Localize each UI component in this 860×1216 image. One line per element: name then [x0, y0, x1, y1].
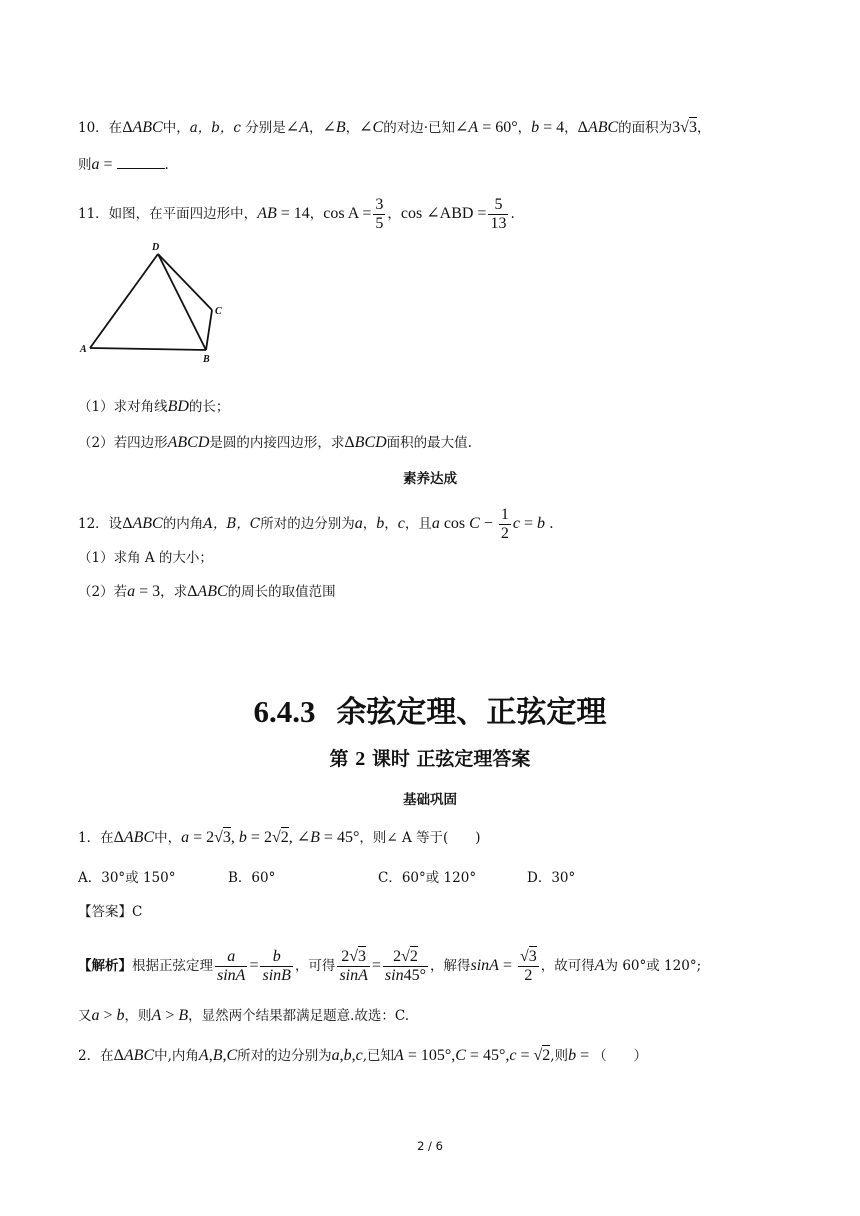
question-1-explanation-line2: 又a > b，则A > B，显然两个结果都满足题意.故选：C. — [78, 1007, 410, 1024]
fraction-5-13: $\frac{5}{13}$ — [490, 196, 507, 232]
question-12-line1: 12．设ΔABC的内角A，B，C所对的边分别为a，b，c，且a cos C − $\frac{1}{2}$ c = b . — [78, 506, 554, 542]
question-1-line1: 1．在ΔABC中，a = 2√3, b = 2√2, ∠B = 45°，则∠ A 等于( ) — [78, 829, 481, 846]
question-12-part2: （2）若a = 3，求ΔABC的周长的取值范围 — [78, 583, 336, 600]
question-11-line1: 11．如图，在平面四边形中，AB = 14，cos A = $\frac{3}{5}$ ，cos ∠ABD = $\frac{5}{13}$ . — [78, 196, 515, 232]
label-d: D — [152, 242, 160, 253]
lesson-subtitle: 第 2 课时 正弦定理答案 — [329, 748, 531, 770]
section-heading-jichu: 基础巩固 — [403, 792, 457, 808]
question-2-line1: 2．在ΔABC中,内角A,B,C所对的边分别为a,b,c,已知A = 105°,C = 45°,c = √2,则b = （ ） — [78, 1047, 648, 1064]
option-b[interactable]: B．60° — [228, 870, 276, 886]
question-1-explanation-line1: 【解析】根据正弦定理 $\frac{a}{\sin A}$ = $\frac{b}{\sin B}$ ，可得 $\frac{2√3}{\sin A}$ = $\frac{2√2}{\sin 45^\circ}$ ，解得sinA = $\frac{√3}{2}$ ，故可得A为 60°或 120°; — [78, 948, 702, 984]
edge-cb — [206, 310, 212, 350]
edge-ad — [90, 254, 158, 348]
option-c[interactable]: C．60°或 120° — [378, 870, 477, 886]
question-10-line2: 则a = . — [78, 156, 169, 173]
question-10-line1: 10．在ΔABC中，a，b，c 分别是∠A，∠B，∠C的对边·已知∠A = 60°，b = 4，ΔABC的面积为3√3， — [78, 119, 711, 136]
question-1-answer: 【答案】C — [78, 904, 143, 920]
question-11-part2: （2）若四边形ABCD是圆的内接四边形，求ΔBCD面积的最大值. — [78, 434, 472, 451]
quadrilateral-figure — [78, 238, 238, 368]
label-b: B — [203, 354, 210, 365]
label-c: C — [215, 306, 222, 317]
question-12-part1: （1）求角 A 的大小； — [78, 550, 213, 566]
edge-ab — [90, 348, 206, 350]
label-a: A — [80, 344, 87, 355]
option-d[interactable]: D．30° — [527, 870, 576, 886]
option-a[interactable]: A．30°或 150° — [78, 870, 176, 886]
answer-blank — [117, 154, 165, 169]
edge-dc — [158, 254, 212, 310]
edge-db — [158, 254, 206, 350]
question-11-part1: （1）求对角线BD的长； — [78, 398, 230, 415]
fraction-1-2: $\frac{1}{2}$ — [500, 506, 509, 542]
section-heading-suyang: 素养达成 — [403, 471, 457, 487]
page-number: 2 / 6 — [417, 1139, 443, 1153]
lesson-title: 6.4.3 余弦定理、正弦定理 — [253, 694, 607, 730]
fraction-3-5: $\frac{3}{5}$ — [375, 196, 384, 232]
